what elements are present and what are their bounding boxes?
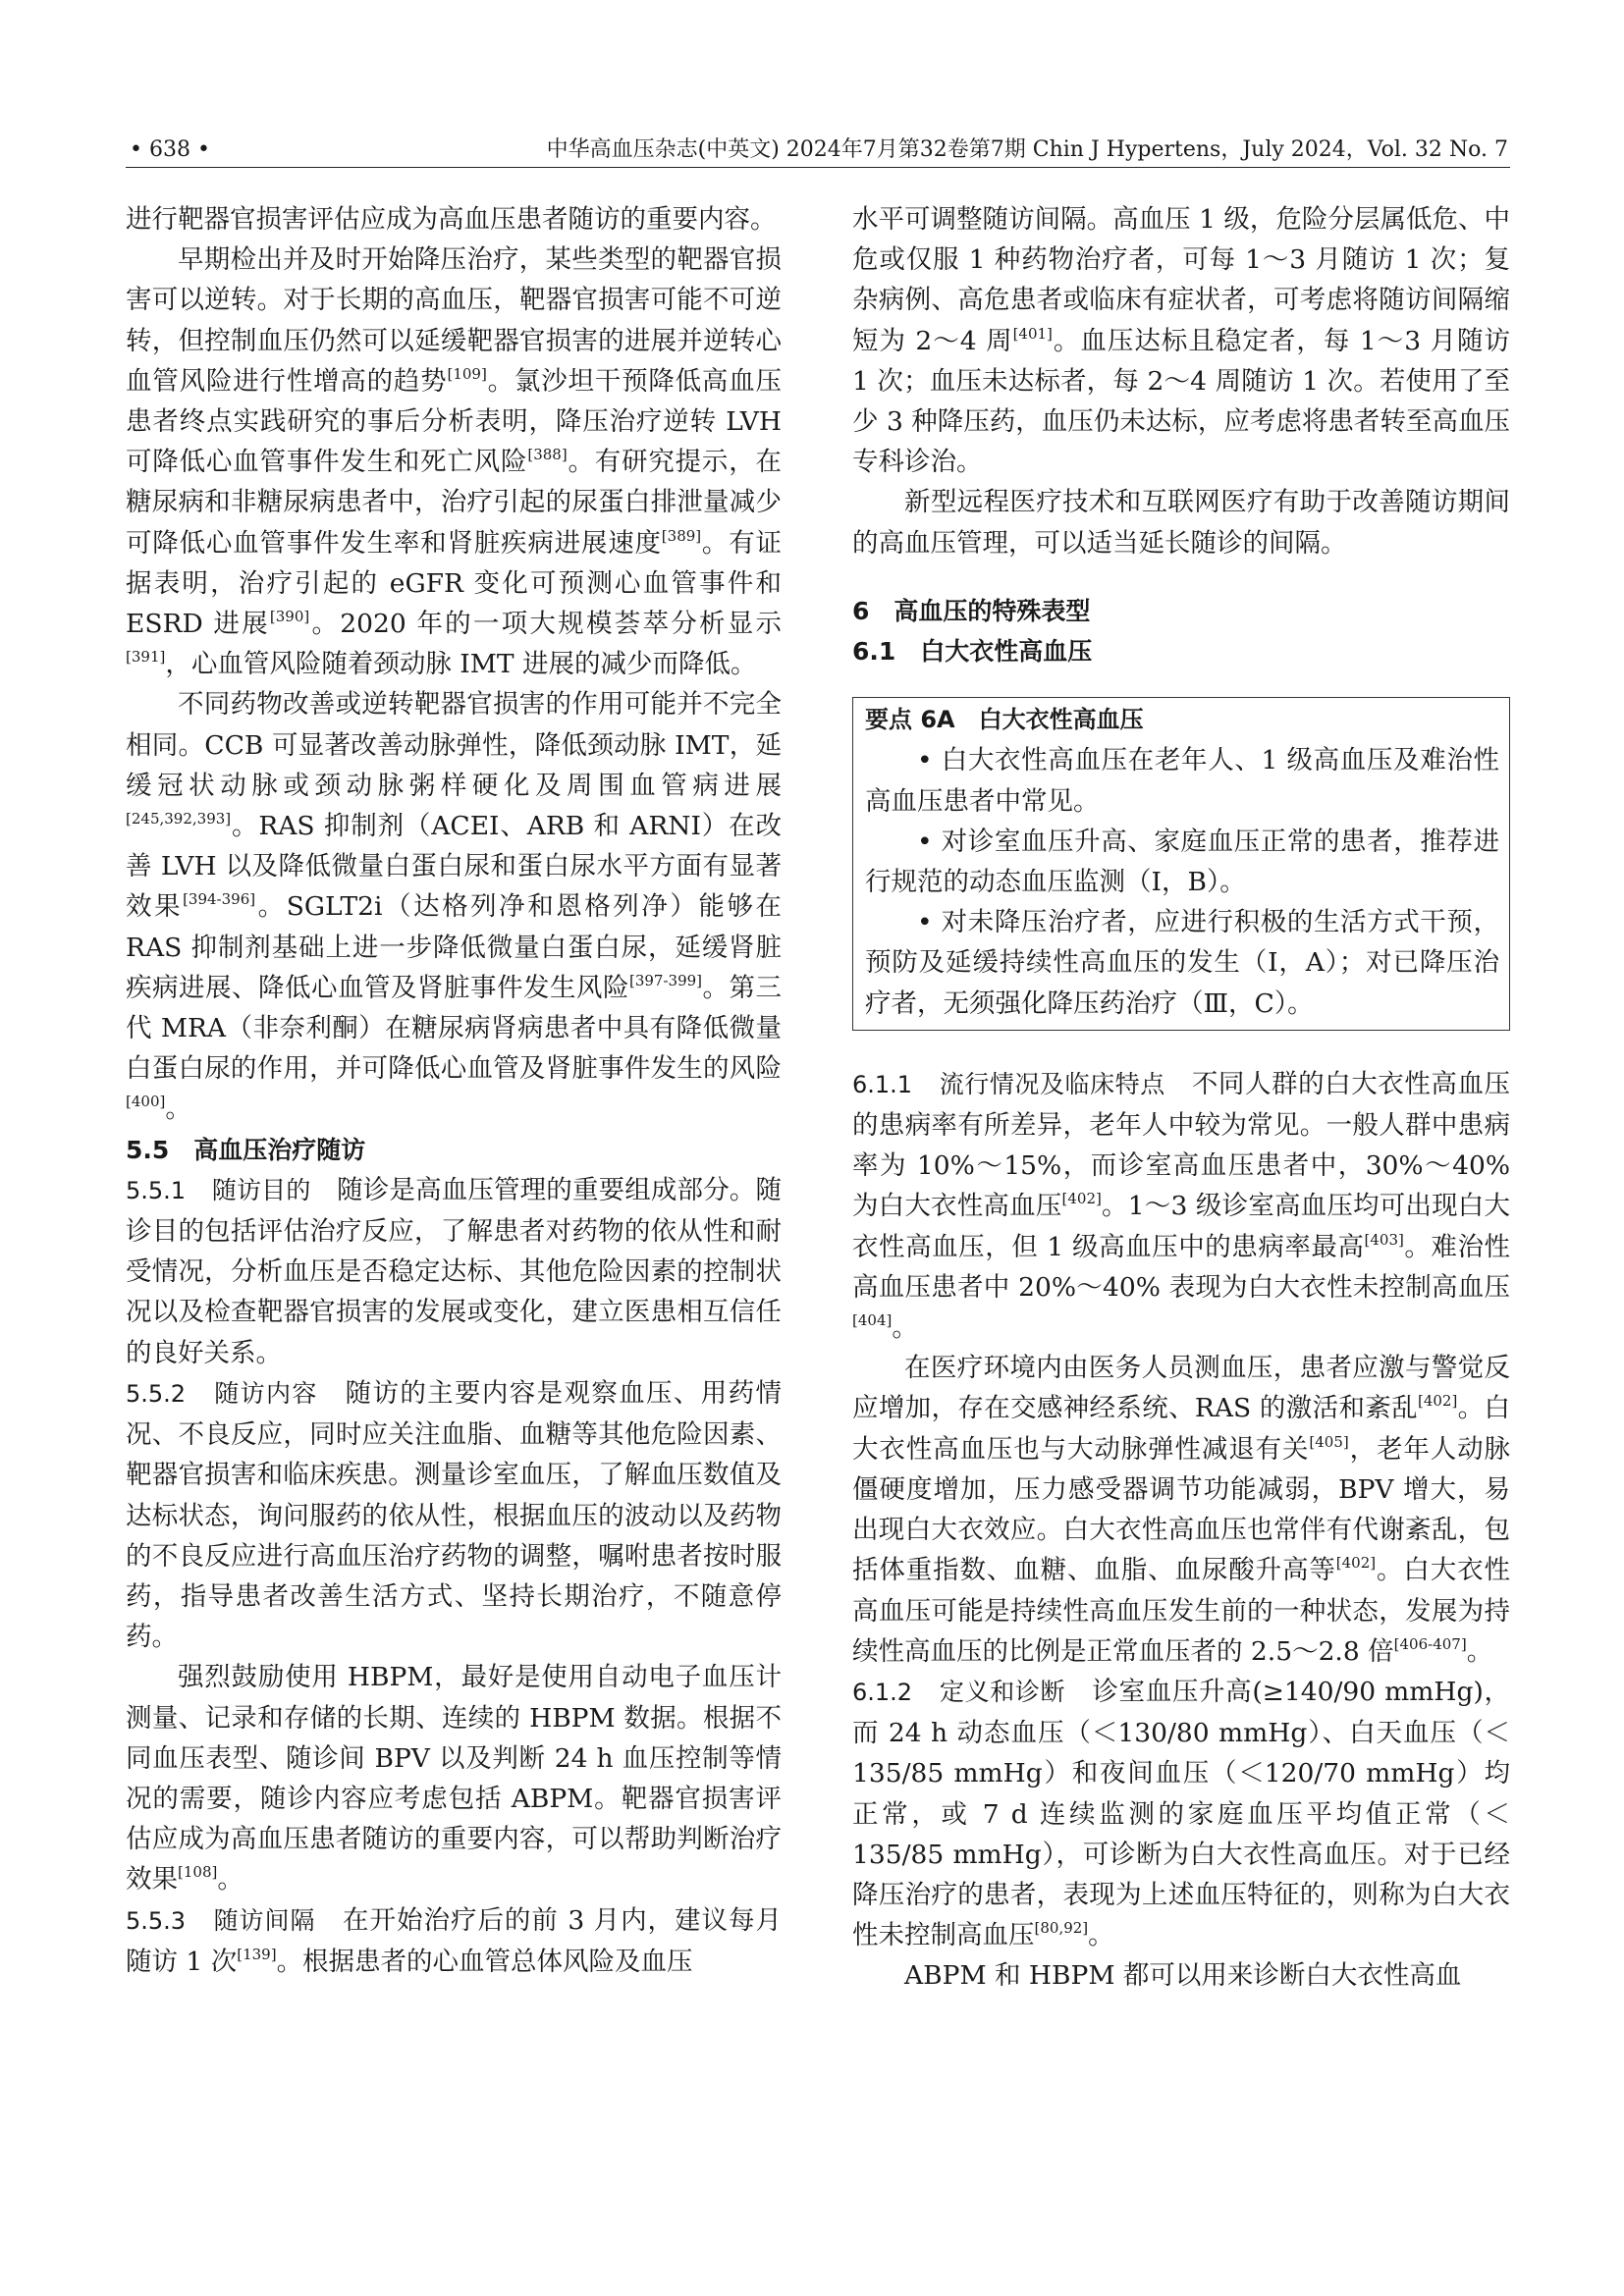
citation: [397-399] <box>628 971 703 989</box>
citation: [388] <box>527 446 568 464</box>
paragraph: 在医疗环境内由医务人员测血压，患者应激与警觉反应增加，存在交感神经系统、RAS 的激活和紊乱[402]。白大衣性高血压也与大动脉弹性减退有关[405]，老年人动脉僵硬度增加，压力感受器调节功能减弱，BPV 增大，易出现白大衣效应。白大衣性高血压也常伴有代谢紊乱，包括体重指数、血糖、血脂、血尿酸升高等[402]。白大衣性高血压可能是持续性高血压发生前的一种状态，发展为持续性高血压的比例是正常血压者的 2.5～2.8 倍[406-407]。 <box>852 1353 1511 1667</box>
key-point: • 对诊室血压升高、家庭血压正常的患者，推荐进行规范的动态血压监测（Ⅰ，B）。 <box>865 826 1499 898</box>
subsection-paragraph: 5.5.2 随访内容 随访的主要内容是观察血压、用药情况、不良反应，同时应关注血脂、血糖等其他危险因素、靶器官损害和临床疾患。测量诊室血压，了解血压数值及达标状态，询问服药的依从性，根据血压的波动以及药物的不良反应进行高血压治疗药物的调整，嘱咐患者按时服药，指导患者改善生活方式、坚持长期治疗，不随意停药。 <box>126 1377 782 1653</box>
paragraph: 新型远程医疗技术和互联网医疗有助于改善随访期间的高血压管理，可以适当延长随诊的间隔。 <box>852 487 1510 559</box>
paragraph: 水平可调整随访间隔。高血压 1 级，危险分层属低危、中危或仅服 1 种药物治疗者，可每 1～3 月随访 1 次；复杂病例、高危患者或临床有症状者，可考虑将随访间隔缩短为 2～4 周[401]。血压达标且稳定者，每 1～3 月随访 1 次；血压未达标者，每 2～4 周随访 1 次。若使用了至少 3 种降压药，血压仍未达标，应考虑将患者转至高血压专科诊治。 <box>852 204 1510 478</box>
citation: [404] <box>852 1311 893 1330</box>
section-heading: 5.5 高血压治疗随访 <box>126 1135 366 1164</box>
right-column <box>852 199 1510 1997</box>
subsection-paragraph: 6.1.1 流行情况及临床特点 不同人群的白大衣性高血压的患病率有所差异，老年人中较为常见。一般人群中患病率为 10%～15%，而诊室高血压患者中，30%～40% 为白大衣性高血压[402]。1～3 级诊室高血压均可出现白大衣性高血压，但 1 级高血压中的患病率最高[403]。难治性高血压患者中 20%～40% 表现为白大衣性未控制高血压[404]。 <box>852 1068 1511 1344</box>
paragraph: ABPM 和 HBPM 都可以用来诊断白大衣性高血 <box>904 1960 1462 1992</box>
citation: [139] <box>237 1945 277 1963</box>
citation: [400] <box>126 1093 166 1111</box>
subsection-title: 随访目的 <box>211 1175 311 1204</box>
key-points-box <box>852 697 1510 1031</box>
key-point: • 对未降压治疗者，应进行积极的生活方式干预，预防及延缓持续性高血压的发生（Ⅰ，A）；对已降压治疗者，无须强化降压药治疗（Ⅲ，C）。 <box>865 907 1499 1019</box>
citation: [80,92] <box>1034 1919 1089 1938</box>
citation: [402] <box>1335 1554 1377 1573</box>
paragraph: 强烈鼓励使用 HBPM，最好是使用自动电子血压计测量、记录和存储的长期、连续的 HBPM 数据。根据不同血压表型、随诊间 BPV 以及判断 24 h 血压控制等情况的需要，随诊内容应考虑包括 ABPM。靶器官损害评估应成为高血压患者随访的重要内容，可以帮助判断治疗效果[108]。 <box>126 1662 782 1896</box>
citation: [402] <box>1417 1392 1458 1411</box>
subsection-title: 随访间隔 <box>213 1905 316 1935</box>
paragraph: 不同药物改善或逆转靶器官损害的作用可能并不完全相同。CCB 可显著改善动脉弹性，降低颈动脉 IMT，延缓冠状动脉或颈动脉粥样硬化及周围血管病进展[245,392,393]。RAS 抑制剂（ACEI、ARB 和 ARNI）在改善 LVH 以及降低微量白蛋白尿和蛋白尿水平方面有显著效果[394-396]。SGLT2i（达格列净和恩格列净）能够在 RAS 抑制剂基础上进一步降低微量白蛋白尿，延缓肾脏疾病进展、降低心血管及肾脏事件发生风险[397-399]。第三代 MRA（非奈利酮）在糖尿病肾病患者中具有降低微量白蛋白尿的作用，并可降低心血管及肾脏事件发生的风险[400]。 <box>126 689 783 1125</box>
citation: [391] <box>126 648 166 667</box>
citation: [109] <box>447 364 487 383</box>
subsection-paragraph: 5.5.1 随访目的 随诊是高血压管理的重要组成部分。随诊目的包括评估治疗反应，了解患者对药物的依从性和耐受情况，分析血压是否稳定达标、其他危险因素的控制状况以及检查靶器官损害的发展或变化，建立医患相互信任的良好关系。 <box>126 1174 782 1368</box>
subsection-title: 流行情况及临床特点 <box>939 1069 1165 1098</box>
citation: [108] <box>178 1863 218 1882</box>
page-number: • 638 • <box>130 137 210 162</box>
journal-info: 中华高血压杂志(中英文) 2024年7月第32卷第7期 Chin J Hypertens，July 2024，Vol. 32 No. 7 <box>546 137 1508 162</box>
key-points-title: 要点 6A 白大衣性高血压 <box>865 706 1144 734</box>
citation: [394-396] <box>183 890 256 909</box>
citation: [406-407] <box>1393 1634 1467 1653</box>
section-heading: 6 高血压的特殊表型 <box>852 596 1091 625</box>
left-column <box>126 199 782 1982</box>
citation: [390] <box>269 608 310 626</box>
citation: [403] <box>1364 1230 1404 1249</box>
citation: [401] <box>1012 324 1053 343</box>
subsection-title: 随访内容 <box>214 1378 318 1408</box>
subsection-paragraph: 6.1.2 定义和诊断 诊室血压升高(≥140/90 mmHg)，而 24 h 动态血压（＜130/80 mmHg）、白天血压（＜135/85 mmHg）和夜间血压（＜120/70 mmHg）均正常，或 7 d 连续监测的家庭血压平均值正常（＜135/85 mmHg），可诊断为白大衣性高血压。对于已经降压治疗的患者，表现为上述血压特征的，则称为白大衣性未控制高血压[80,92]。 <box>852 1676 1511 1951</box>
key-point: • 白大衣性高血压在老年人、1 级高血压及难治性高血压患者中常见。 <box>865 745 1499 817</box>
subsection-title: 定义和诊断 <box>939 1677 1066 1706</box>
subsection-paragraph: 5.5.3 随访间隔 在开始治疗后的前 3 月内，建议每月随访 1 次[139]。根据患者的心血管总体风险及血压 <box>126 1904 783 1977</box>
paragraph: 进行靶器官损害评估应成为高血压患者随访的重要内容。 <box>126 204 777 235</box>
citation: [389] <box>661 526 702 545</box>
paragraph: 早期检出并及时开始降压治疗，某些类型的靶器官损害可以逆转。对于长期的高血压，靶器官损害可能不可逆转，但控制血压仍然可以延缓靶器官损害的进展并逆转心血管风险进行性增高的趋势[109]。氯沙坦干预降低高血压患者终点实践研究的事后分析表明，降压治疗逆转 LVH 可降低心血管事件发生和死亡风险[388]。有研究提示，在糖尿病和非糖尿病患者中，治疗引起的尿蛋白排泄量减少可降低心血管事件发生率和肾脏疾病进展速度[389]。有证据表明，治疗引起的 eGFR 变化可预测心血管事件和 ESRD 进展[390]。2020 年的一项大规模荟萃分析显示[391]，心血管风险随着颈动脉 IMT 进展的减少而降低。 <box>126 244 783 680</box>
running-header <box>126 133 1510 168</box>
citation: [405] <box>1309 1432 1349 1451</box>
subsection-heading: 6.1 白大衣性高血压 <box>852 637 1093 667</box>
citation: [402] <box>1061 1190 1102 1208</box>
citation: [245,392,393] <box>126 810 232 828</box>
